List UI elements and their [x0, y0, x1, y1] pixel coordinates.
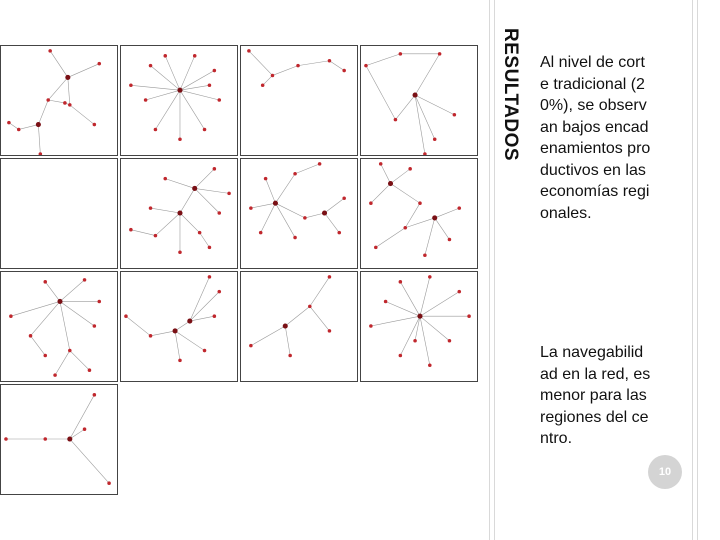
- graph-node: [213, 314, 217, 318]
- network-9-panel: [0, 271, 118, 382]
- graph-edge: [298, 61, 329, 66]
- graph-edge: [151, 331, 176, 336]
- graph-node: [433, 138, 437, 142]
- graph-node: [29, 334, 33, 338]
- graph-node: [249, 206, 253, 210]
- graph-edge: [386, 301, 420, 316]
- graph-edge: [285, 326, 290, 355]
- graph-node: [46, 98, 50, 102]
- paragraph-1: Al nivel de corte tradicional (20%), se observan bajos encadenamientos productivos en las economías regionales.: [540, 54, 651, 222]
- network-2-panel: [120, 45, 238, 156]
- graph-edge: [405, 203, 420, 228]
- slide-number-badge: 10: [648, 455, 682, 489]
- hub-node: [65, 75, 70, 80]
- graph-node: [227, 192, 231, 196]
- graph-edge: [415, 316, 420, 341]
- network-5-graph: [1, 159, 117, 268]
- graph-edge: [60, 301, 70, 350]
- graph-node: [43, 354, 47, 358]
- graph-node: [97, 300, 101, 304]
- graph-node: [124, 314, 128, 318]
- graph-edge: [391, 184, 420, 204]
- hub-node: [67, 436, 72, 441]
- graph-edge: [70, 439, 109, 483]
- hub-node: [322, 210, 327, 215]
- graph-edge: [415, 54, 440, 95]
- network-11-graph: [241, 272, 357, 381]
- graph-node: [4, 437, 8, 441]
- graph-edge: [70, 351, 90, 371]
- graph-node: [213, 167, 217, 171]
- network-9-graph: [1, 272, 117, 381]
- graph-edge: [366, 66, 395, 120]
- graph-node: [264, 177, 268, 181]
- graph-node: [271, 74, 275, 78]
- network-5-panel: [0, 158, 118, 269]
- graph-node: [394, 118, 398, 122]
- network-13-graph: [1, 385, 117, 494]
- graph-edge: [68, 77, 70, 104]
- graph-node: [384, 300, 388, 304]
- graph-edge: [165, 179, 194, 189]
- graph-node: [438, 52, 442, 56]
- graph-node: [93, 123, 97, 127]
- graph-node: [342, 197, 346, 201]
- graph-node: [293, 172, 297, 176]
- graph-node: [247, 49, 251, 53]
- network-1-graph: [1, 46, 117, 155]
- graph-edge: [420, 316, 430, 365]
- graph-node: [129, 84, 133, 88]
- graph-node: [293, 236, 297, 240]
- network-6-graph: [121, 159, 237, 268]
- graph-edge: [175, 331, 180, 360]
- network-grid: [0, 45, 480, 490]
- graph-edge: [325, 213, 340, 233]
- graph-edge: [151, 208, 180, 213]
- hub-node: [187, 319, 192, 324]
- graph-edge: [425, 218, 435, 255]
- graph-edge: [405, 218, 434, 228]
- graph-node: [453, 113, 457, 117]
- graph-edge: [200, 233, 210, 248]
- graph-node: [217, 290, 221, 294]
- graph-edge: [371, 184, 391, 204]
- graph-node: [154, 128, 158, 132]
- graph-edge: [151, 66, 180, 91]
- graph-edge: [285, 306, 310, 326]
- graph-node: [154, 234, 158, 238]
- graph-edge: [45, 282, 60, 302]
- network-12-panel: [360, 271, 478, 382]
- graph-edge: [60, 280, 85, 302]
- network-10-graph: [121, 272, 237, 381]
- graph-edge: [325, 198, 345, 213]
- hub-node: [413, 93, 418, 98]
- graph-edge: [175, 321, 190, 331]
- graph-edge: [376, 228, 405, 248]
- graph-edge: [381, 164, 391, 184]
- graph-node: [308, 305, 312, 309]
- graph-node: [418, 201, 422, 205]
- paragraph-2: La navegabilidad en la red, es menor para las regiones del centro.: [540, 344, 651, 447]
- graph-edge: [131, 85, 180, 90]
- graph-edge: [310, 306, 330, 331]
- graph-node: [213, 69, 217, 73]
- network-3-graph: [241, 46, 357, 155]
- graph-node: [328, 275, 332, 279]
- graph-edge: [180, 90, 205, 129]
- hub-node: [283, 323, 288, 328]
- graph-edge: [272, 66, 298, 76]
- graph-node: [149, 64, 153, 68]
- graph-edge: [180, 213, 200, 233]
- graph-edge: [48, 100, 65, 103]
- hub-node: [388, 181, 393, 186]
- network-3-panel: [240, 45, 358, 156]
- graph-node: [249, 344, 253, 348]
- graph-edge: [251, 203, 276, 208]
- graph-node: [149, 334, 153, 338]
- graph-node: [208, 275, 212, 279]
- graph-node: [68, 103, 72, 107]
- graph-node: [208, 84, 212, 88]
- graph-node: [423, 253, 427, 257]
- graph-edge: [165, 56, 180, 90]
- graph-node: [163, 54, 167, 58]
- graph-node: [337, 231, 341, 235]
- hub-node: [432, 215, 437, 220]
- hub-node: [177, 88, 182, 93]
- graph-node: [369, 201, 373, 205]
- slide-margin-line: [697, 0, 698, 540]
- graph-edge: [55, 351, 70, 376]
- section-title: RESULTADOS: [500, 28, 521, 162]
- graph-node: [43, 437, 47, 441]
- graph-node: [39, 152, 43, 155]
- graph-node: [144, 98, 148, 102]
- graph-edge: [195, 169, 215, 189]
- graph-edge: [131, 230, 156, 236]
- slide-margin-line: [489, 0, 490, 540]
- graph-node: [261, 84, 265, 88]
- graph-node: [178, 251, 182, 255]
- network-10-panel: [120, 271, 238, 382]
- hub-node: [192, 186, 197, 191]
- graph-node: [198, 231, 202, 235]
- graph-node: [83, 278, 87, 282]
- graph-edge: [50, 51, 68, 78]
- graph-edge: [180, 56, 195, 90]
- graph-edge: [9, 123, 19, 130]
- graph-edge: [31, 336, 46, 356]
- graph-edge: [371, 316, 420, 326]
- graph-edge: [19, 125, 39, 130]
- graph-edge: [415, 95, 454, 115]
- graph-edge: [305, 213, 325, 218]
- hub-node: [177, 210, 182, 215]
- graph-node: [296, 64, 300, 68]
- graph-edge: [38, 125, 40, 154]
- graph-edge: [249, 51, 273, 76]
- slide-margin-line: [692, 0, 693, 540]
- graph-node: [379, 162, 383, 166]
- graph-edge: [190, 316, 215, 321]
- graph-node: [374, 246, 378, 250]
- graph-edge: [38, 100, 48, 125]
- graph-node: [63, 101, 67, 105]
- graph-node: [163, 177, 167, 181]
- hub-node: [57, 299, 62, 304]
- graph-node: [208, 246, 212, 250]
- graph-edge: [391, 169, 411, 184]
- graph-edge: [31, 301, 60, 335]
- graph-edge: [395, 95, 415, 120]
- network-7-graph: [241, 159, 357, 268]
- graph-node: [7, 121, 11, 125]
- graph-edge: [400, 282, 420, 316]
- graph-node: [259, 231, 263, 235]
- graph-edge: [180, 90, 219, 100]
- graph-node: [107, 481, 111, 485]
- graph-node: [399, 52, 403, 56]
- graph-edge: [310, 277, 330, 306]
- network-4-graph: [361, 46, 477, 155]
- network-8-panel: [360, 158, 478, 269]
- graph-node: [328, 59, 332, 63]
- graph-edge: [48, 77, 68, 100]
- network-13-panel: [0, 384, 118, 495]
- network-8-graph: [361, 159, 477, 268]
- graph-node: [448, 238, 452, 242]
- graph-node: [9, 314, 13, 318]
- graph-edge: [180, 188, 195, 213]
- graph-node: [17, 128, 21, 132]
- graph-node: [457, 206, 461, 210]
- graph-edge: [60, 301, 94, 326]
- graph-edge: [68, 64, 99, 78]
- graph-node: [467, 314, 471, 318]
- graph-edge: [275, 174, 295, 203]
- graph-node: [178, 359, 182, 363]
- graph-edge: [175, 331, 204, 351]
- network-1-panel: [0, 45, 118, 156]
- graph-edge: [435, 208, 460, 218]
- graph-edge: [251, 326, 285, 346]
- graph-edge: [70, 429, 85, 439]
- graph-edge: [435, 218, 450, 240]
- graph-edge: [195, 188, 229, 193]
- graph-node: [457, 290, 461, 294]
- graph-edge: [415, 95, 435, 139]
- graph-node: [423, 152, 427, 155]
- network-12-graph: [361, 272, 477, 381]
- graph-node: [288, 354, 292, 358]
- graph-edge: [261, 203, 276, 232]
- graph-node: [149, 206, 153, 210]
- graph-edge: [190, 277, 210, 321]
- hub-node: [36, 122, 41, 127]
- graph-edge: [420, 292, 459, 317]
- graph-node: [399, 280, 403, 284]
- hub-node: [417, 314, 422, 319]
- graph-node: [399, 354, 403, 358]
- graph-edge: [329, 61, 344, 71]
- graph-edge: [295, 164, 320, 174]
- graph-node: [48, 49, 52, 53]
- graph-node: [403, 226, 407, 230]
- graph-node: [129, 228, 133, 232]
- graph-node: [97, 62, 101, 66]
- graph-edge: [400, 316, 420, 355]
- graph-node: [364, 64, 368, 68]
- graph-edge: [70, 105, 95, 125]
- network-2-graph: [121, 46, 237, 155]
- graph-node: [43, 280, 47, 284]
- graph-edge: [366, 54, 400, 66]
- graph-edge: [415, 95, 425, 154]
- graph-node: [217, 98, 221, 102]
- graph-node: [88, 368, 92, 372]
- graph-node: [318, 162, 322, 166]
- graph-node: [448, 339, 452, 343]
- hub-node: [173, 328, 178, 333]
- graph-edge: [11, 301, 60, 316]
- graph-node: [328, 329, 332, 333]
- graph-node: [93, 393, 97, 397]
- graph-edge: [155, 213, 180, 236]
- graph-node: [428, 364, 432, 368]
- graph-node: [217, 211, 221, 215]
- graph-edge: [266, 179, 276, 204]
- graph-edge: [195, 188, 220, 213]
- graph-node: [83, 427, 87, 431]
- network-4-panel: [360, 45, 478, 156]
- graph-node: [203, 349, 207, 353]
- graph-node: [303, 216, 307, 220]
- graph-node: [68, 349, 72, 353]
- graph-node: [413, 339, 417, 343]
- graph-node: [342, 69, 346, 73]
- graph-node: [428, 275, 432, 279]
- graph-edge: [263, 75, 273, 85]
- graph-node: [369, 324, 373, 328]
- network-6-panel: [120, 158, 238, 269]
- network-11-panel: [240, 271, 358, 382]
- graph-edge: [70, 395, 95, 439]
- graph-node: [203, 128, 207, 132]
- network-7-panel: [240, 158, 358, 269]
- graph-edge: [126, 316, 151, 336]
- graph-node: [178, 138, 182, 142]
- hub-node: [273, 201, 278, 206]
- graph-node: [408, 167, 412, 171]
- slide-margin-line: [494, 0, 495, 540]
- graph-node: [93, 324, 97, 328]
- graph-edge: [420, 277, 430, 316]
- graph-node: [193, 54, 197, 58]
- graph-node: [53, 373, 57, 377]
